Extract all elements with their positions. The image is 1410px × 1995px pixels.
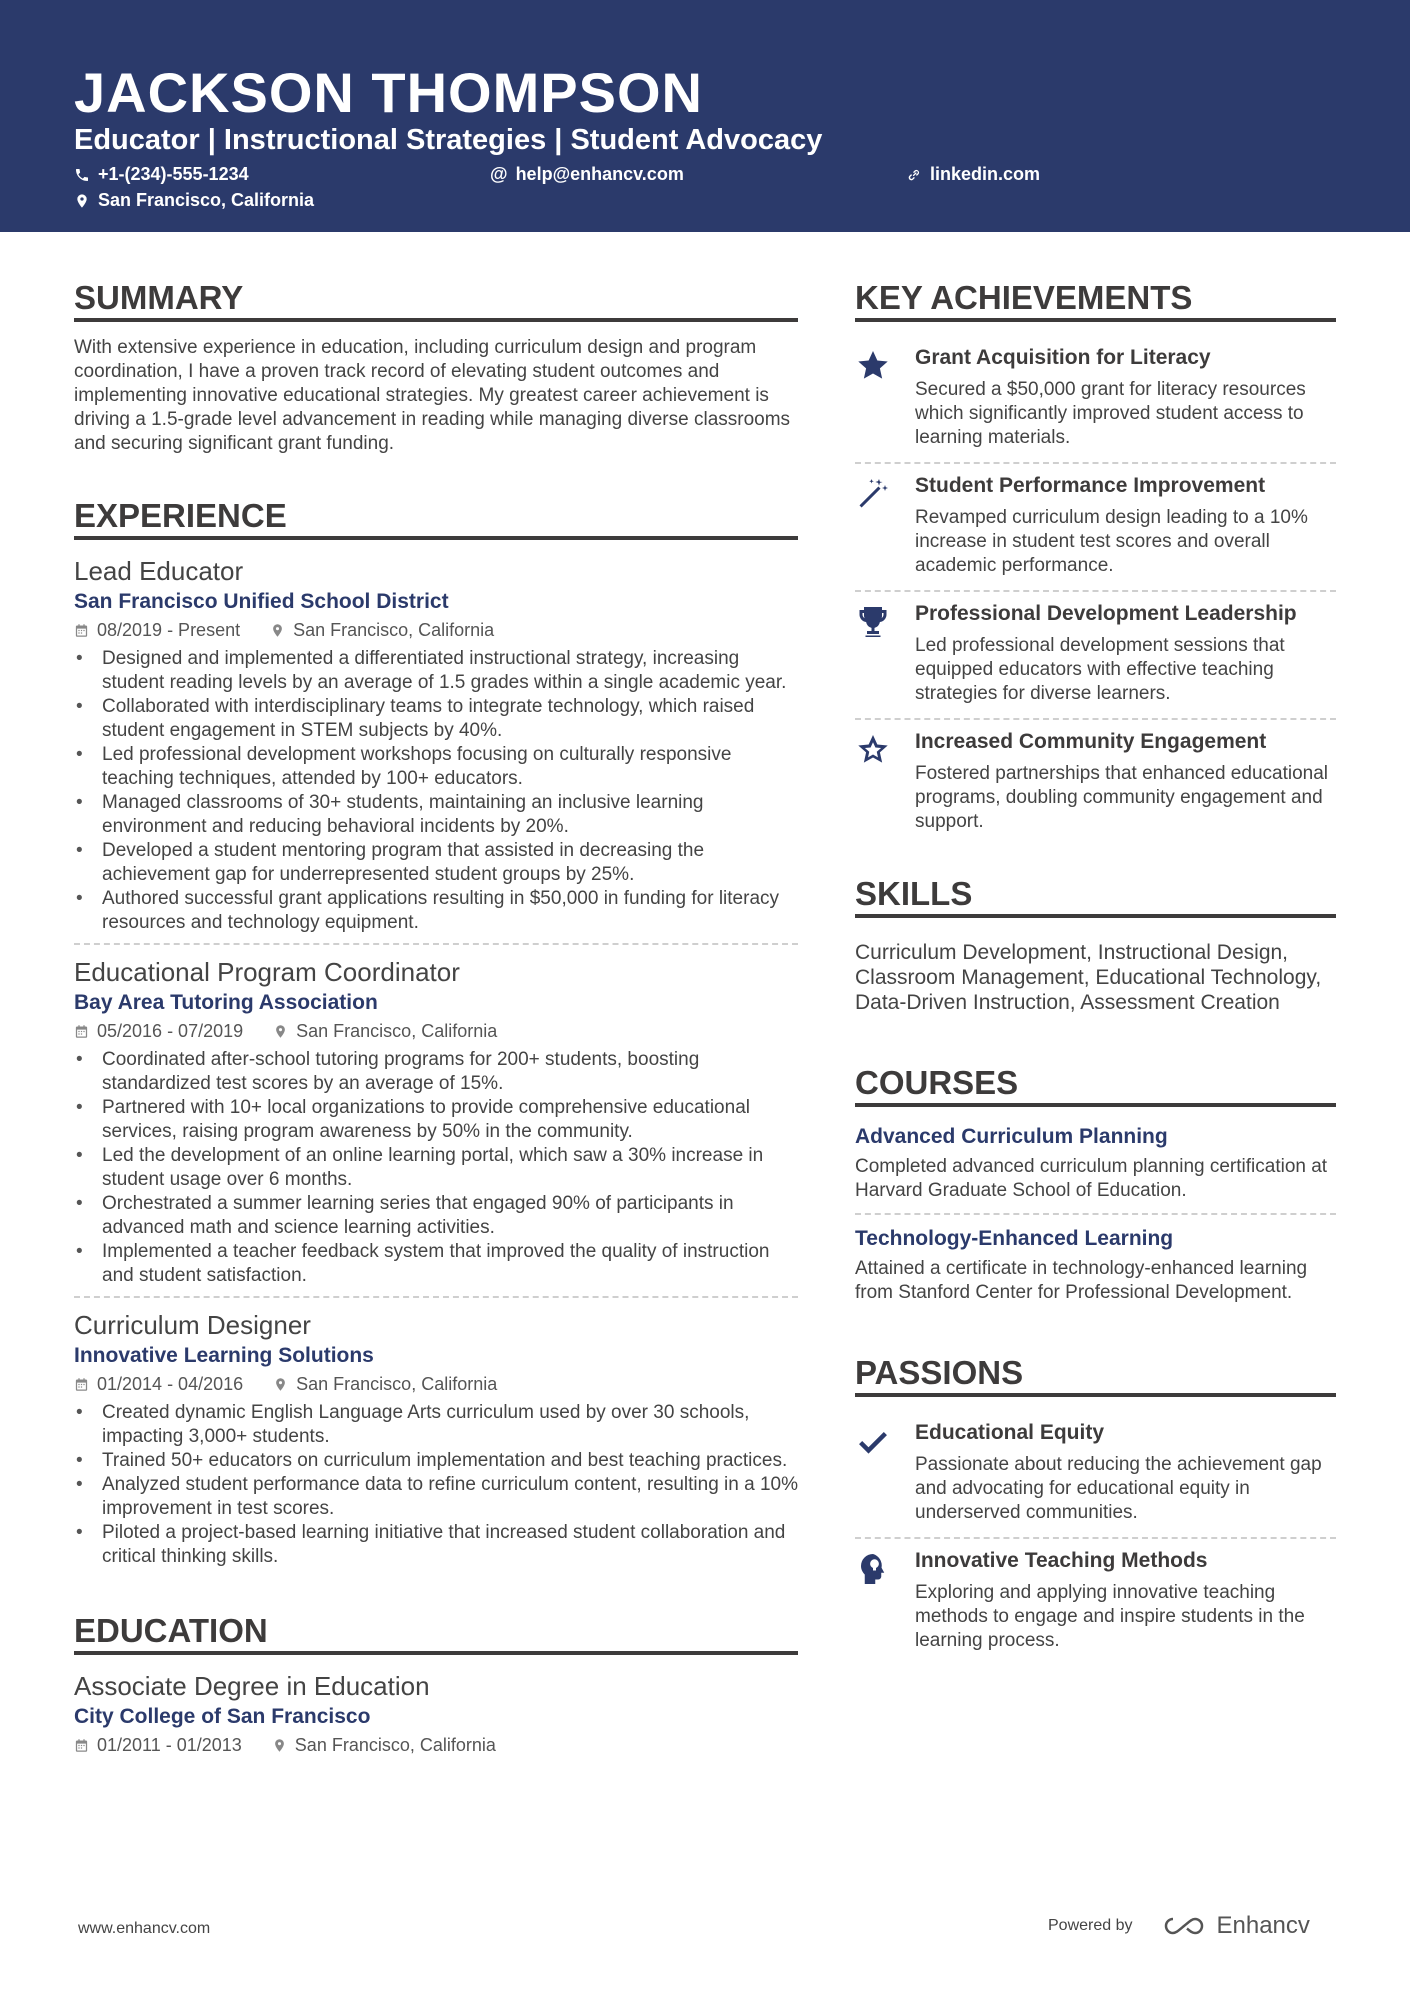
education-meta <box>74 1735 798 1756</box>
achievement-title: Increased Community Engagement <box>915 730 1267 753</box>
education-location-wrap <box>272 1735 496 1756</box>
bullet-item: • Led professional development workshops focusing on culturally responsive teaching techniques, attended by 100+ educators. <box>102 743 798 791</box>
location-text: San Francisco, California <box>98 190 315 210</box>
company-name: Bay Area Tutoring Association <box>74 991 378 1014</box>
bullet-item: • Implemented a teacher feedback system that improved the quality of instruction and student satisfaction. <box>102 1240 798 1288</box>
passion-body <box>915 1549 1336 1653</box>
location-pin-icon <box>273 1377 288 1392</box>
job-location: San Francisco, California <box>293 620 495 640</box>
head-idea-icon <box>855 1549 915 1653</box>
achievement-body <box>915 602 1336 706</box>
left-column <box>74 280 798 1780</box>
summary-heading: SUMMARY <box>74 280 798 322</box>
job-location-wrap <box>273 1374 497 1395</box>
achievement-body <box>915 474 1336 578</box>
job-bullets <box>74 647 798 935</box>
contact-email <box>490 164 684 185</box>
bullet-item: • Orchestrated a summer learning series that engaged 90% of participants in advanced math and science learning activities. <box>102 1192 798 1240</box>
linkedin-text[interactable]: linkedin.com <box>930 164 1041 184</box>
course-desc: Completed advanced curriculum planning certification at Harvard Graduate School of Education. <box>855 1156 1328 1201</box>
job-meta <box>74 620 798 641</box>
brand-name: Enhancv <box>1216 1912 1310 1939</box>
job-dates: 05/2016 - 07/2019 <box>97 1021 244 1041</box>
passion-desc: Exploring and applying innovative teaching methods to engage and inspire students in the learning process. <box>915 1582 1305 1651</box>
location-pin-icon <box>74 193 90 209</box>
achievement-desc: Secured a $50,000 grant for literacy resources which significantly improved student access to learning materials. <box>915 379 1306 448</box>
location-pin-icon <box>270 623 285 638</box>
degree-title: Associate Degree in Education <box>74 1671 430 1701</box>
star-outline-icon <box>855 730 915 834</box>
education-dates: 01/2011 - 01/2013 <box>97 1735 242 1755</box>
link-icon <box>906 167 922 183</box>
passion-item <box>855 1411 1336 1539</box>
passion-title: Educational Equity <box>915 1421 1105 1444</box>
achievement-title: Grant Acquisition for Literacy <box>915 346 1211 369</box>
job-entry <box>74 955 798 1298</box>
job-title: Educational Program Coordinator <box>74 957 460 987</box>
achievement-item <box>855 464 1336 592</box>
job-location: San Francisco, California <box>296 1021 498 1041</box>
job-location: San Francisco, California <box>296 1374 498 1394</box>
achievements-heading: KEY ACHIEVEMENTS <box>855 280 1336 322</box>
job-location-wrap <box>270 620 494 641</box>
bullet-item: • Led the development of an online learning portal, which saw a 30% increase in student usage over 6 months. <box>102 1144 798 1192</box>
achievement-desc: Fostered partnerships that enhanced educational programs, doubling community engagement and support. <box>915 763 1328 832</box>
bullet-item: • Trained 50+ educators on curriculum implementation and best teaching practices. <box>102 1449 798 1473</box>
company-name: Innovative Learning Solutions <box>74 1344 374 1367</box>
resume-header <box>0 0 1410 232</box>
passion-item <box>855 1539 1336 1665</box>
job-meta <box>74 1021 798 1042</box>
achievement-item <box>855 336 1336 464</box>
achievement-item <box>855 720 1336 846</box>
achievement-title: Professional Development Leadership <box>915 602 1297 625</box>
achievement-desc: Led professional development sessions that equipped educators with effective teaching strategies for diverse learners. <box>915 635 1285 704</box>
contact-phone <box>74 164 249 185</box>
powered-by-label: Powered by <box>1048 1917 1133 1934</box>
courses-heading: COURSES <box>855 1065 1336 1107</box>
job-location-wrap <box>273 1021 497 1042</box>
achievement-item <box>855 592 1336 720</box>
location-pin-icon <box>273 1024 288 1039</box>
job-title: Lead Educator <box>74 556 244 586</box>
skills-heading: SKILLS <box>855 876 1336 918</box>
bullet-item: • Partnered with 10+ local organizations to provide comprehensive educational services, raising program awareness by 50% in the community. <box>102 1096 798 1144</box>
achievement-body <box>915 346 1336 450</box>
email-text[interactable]: help@enhancv.com <box>515 164 684 184</box>
achievement-title: Student Performance Improvement <box>915 474 1266 497</box>
phone-text: +1-(234)-555-1234 <box>98 164 249 184</box>
job-entry <box>74 554 798 945</box>
star-filled-icon <box>855 346 915 450</box>
calendar-icon <box>74 1738 89 1753</box>
bullet-item: • Piloted a project-based learning initiative that increased student collaboration and critical thinking skills. <box>102 1521 798 1569</box>
course-item <box>855 1125 1336 1215</box>
job-dates: 01/2014 - 04/2016 <box>97 1374 244 1394</box>
brand-logo[interactable] <box>1161 1912 1310 1940</box>
education-heading: EDUCATION <box>74 1613 798 1655</box>
bullet-item: • Created dynamic English Language Arts curriculum used by over 30 schools, impacting 3,000+ students. <box>102 1401 798 1449</box>
company-name: San Francisco Unified School District <box>74 590 449 613</box>
skills-text: Curriculum Development, Instructional Design, Classroom Management, Educational Technology, Data-Driven Instruction, Assessment Creation <box>855 941 1322 1014</box>
calendar-icon <box>74 1024 89 1039</box>
candidate-tagline: Educator | Instructional Strategies | Student Advocacy <box>74 124 823 156</box>
achievement-desc: Revamped curriculum design leading to a 10% increase in student test scores and overall academic performance. <box>915 507 1308 576</box>
passion-desc: Passionate about reducing the achievement gap and advocating for educational equity in underserved communities. <box>915 1454 1322 1523</box>
experience-heading: EXPERIENCE <box>74 498 798 540</box>
job-dates: 08/2019 - Present <box>97 620 241 640</box>
candidate-name: JACKSON THOMPSON <box>74 61 703 124</box>
bullet-item: • Developed a student mentoring program that assisted in decreasing the achievement gap for underrepresented student groups by 25%. <box>102 839 798 887</box>
calendar-icon <box>74 623 89 638</box>
bullet-item: • Authored successful grant applications resulting in $50,000 in funding for literacy resources and technology equipment. <box>102 887 798 935</box>
job-bullets <box>74 1401 798 1569</box>
course-desc: Attained a certificate in technology-enhanced learning from Stanford Center for Professional Development. <box>855 1258 1308 1303</box>
footer-website[interactable]: www.enhancv.com <box>78 1920 211 1937</box>
magic-wand-icon <box>855 474 915 578</box>
bullet-item: • Analyzed student performance data to refine curriculum content, resulting in a 10% improvement in test scores. <box>102 1473 798 1521</box>
summary-text: With extensive experience in education, including curriculum design and program coordination, I have a proven track record of elevating student outcomes and implementing innovative educational strategies. My greatest career achievement is driving a 1.5-grade level advancement in reading while managing diverse classrooms and securing significant grant funding. <box>74 337 791 454</box>
location-pin-icon <box>272 1738 287 1753</box>
checkmark-icon <box>855 1421 915 1525</box>
course-title: Advanced Curriculum Planning <box>855 1125 1168 1148</box>
contact-linkedin <box>906 164 1040 185</box>
school-name: City College of San Francisco <box>74 1705 371 1728</box>
bullet-item: • Coordinated after-school tutoring programs for 200+ students, boosting standardized test scores by an average of 15%. <box>102 1048 798 1096</box>
bullet-item: • Managed classrooms of 30+ students, maintaining an inclusive learning environment and reducing behavioral incidents by 20%. <box>102 791 798 839</box>
job-entry <box>74 1308 798 1577</box>
job-meta <box>74 1374 798 1395</box>
infinity-logo-icon <box>1161 1914 1207 1938</box>
trophy-icon <box>855 602 915 706</box>
education-entry <box>74 1669 798 1770</box>
passion-body <box>915 1421 1336 1525</box>
achievement-body <box>915 730 1336 834</box>
calendar-icon <box>74 1377 89 1392</box>
job-title: Curriculum Designer <box>74 1310 311 1340</box>
bullet-item: • Designed and implemented a differentiated instructional strategy, increasing student reading levels by an average of 1.5 grades within a single academic year. <box>102 647 798 695</box>
at-icon: @ <box>490 164 508 184</box>
course-item <box>855 1227 1336 1315</box>
contact-location <box>74 190 314 211</box>
right-column <box>855 280 1336 1665</box>
bullet-item: • Collaborated with interdisciplinary teams to integrate technology, which raised student engagement in STEM subjects by 40%. <box>102 695 798 743</box>
passion-title: Innovative Teaching Methods <box>915 1549 1208 1572</box>
course-title: Technology-Enhanced Learning <box>855 1227 1174 1250</box>
phone-icon <box>74 167 90 183</box>
footer-branding <box>1048 1912 1310 1940</box>
education-location: San Francisco, California <box>294 1735 496 1755</box>
passions-heading: PASSIONS <box>855 1355 1336 1397</box>
job-bullets <box>74 1048 798 1288</box>
